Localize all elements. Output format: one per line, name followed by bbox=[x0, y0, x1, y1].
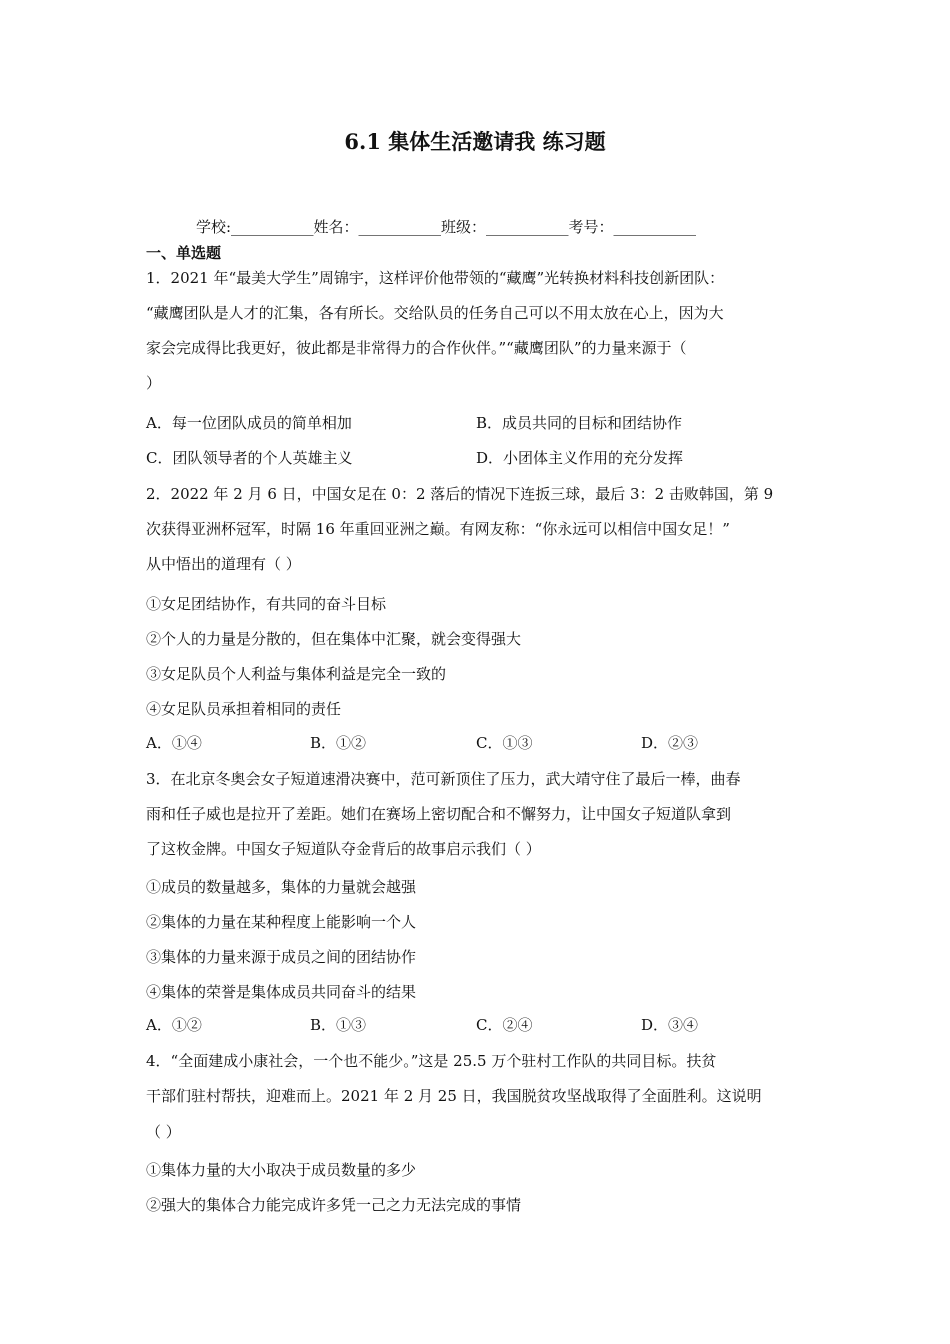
question-4-statement: ①集体力量的大小取决于成员数量的多少 bbox=[146, 1161, 417, 1179]
question-3-option-b: B．①③ bbox=[310, 1016, 367, 1034]
question-3-option-d: D．③④ bbox=[641, 1016, 699, 1034]
question-3-option-a: A．①② bbox=[146, 1016, 202, 1034]
question-2-statement: ④女足队员承担着相同的责任 bbox=[146, 700, 342, 718]
question-4-statement: ②强大的集体合力能完成许多凭一己之力无法完成的事情 bbox=[146, 1196, 522, 1214]
question-3-option-c: C．②④ bbox=[476, 1016, 533, 1034]
question-2-option-b: B．①② bbox=[310, 734, 367, 752]
question-3-line: 3．在北京冬奥会女子短道速滑决赛中，范可新顶住了压力，武大靖守住了最后一棒，曲春 bbox=[146, 770, 741, 788]
question-4-line: 干部们驻村帮扶，迎难而上。2021 年 2 月 25 日，我国脱贫攻坚战取得了全面胜利。这说明 bbox=[146, 1087, 762, 1105]
question-2-statement: ①女足团结协作，有共同的奋斗目标 bbox=[146, 595, 387, 613]
question-3-statement: ③集体的力量来源于成员之间的团结协作 bbox=[146, 948, 417, 966]
section-heading: 一、单选题 bbox=[146, 244, 222, 262]
question-3-statement: ②集体的力量在某种程度上能影响一个人 bbox=[146, 913, 417, 931]
question-2-option-a: A．①④ bbox=[146, 734, 202, 752]
question-3-line: 雨和任子威也是拉开了差距。她们在赛场上密切配合和不懈努力，让中国女子短道队拿到 bbox=[146, 805, 732, 823]
question-2-line: 2．2022 年 2 月 6 日，中国女足在 0：2 落后的情况下连扳三球，最后 3：2 击败韩国，第 9 bbox=[146, 485, 774, 503]
question-2-statement: ③女足队员个人利益与集体利益是完全一致的 bbox=[146, 665, 447, 683]
question-2-option-c: C．①③ bbox=[476, 734, 533, 752]
question-4-line: 4．“全面建成小康社会，一个也不能少。”这是 25.5 万个驻村工作队的共同目标。扶贫 bbox=[146, 1052, 717, 1070]
question-1-option-a: A．每一位团队成员的简单相加 bbox=[146, 414, 352, 432]
question-2-line: 次获得亚洲杯冠军，时隔 16 年重回亚洲之巅。有网友称：“你永远可以相信中国女足！” bbox=[146, 520, 730, 538]
question-1-option-b: B．成员共同的目标和团结协作 bbox=[476, 414, 683, 432]
question-1-option-d: D．小团体主义作用的充分发挥 bbox=[476, 449, 684, 467]
student-info-line: 学校:___________姓名：___________班级：___________考号：___________ bbox=[196, 218, 697, 236]
question-4-line: （ ） bbox=[146, 1123, 181, 1141]
question-1-line: “藏鹰团队是人才的汇集，各有所长。交给队员的任务自己可以不用太放在心上，因为大 bbox=[146, 304, 724, 322]
question-1-line: 家会完成得比我更好，彼此都是非常得力的合作伙伴。”“藏鹰团队”的力量来源于（ bbox=[146, 339, 687, 357]
question-3-statement: ④集体的荣誉是集体成员共同奋斗的结果 bbox=[146, 983, 417, 1001]
question-2-option-d: D．②③ bbox=[641, 734, 699, 752]
question-2-statement: ②个人的力量是分散的，但在集体中汇聚，就会变得强大 bbox=[146, 630, 522, 648]
question-1-option-c: C．团队领导者的个人英雄主义 bbox=[146, 449, 353, 467]
question-1-line: 1．2021 年“最美大学生”周锦宇，这样评价他带领的“藏鹰”光转换材料科技创新团队： bbox=[146, 269, 725, 287]
question-2-line: 从中悟出的道理有（ ） bbox=[146, 555, 301, 573]
question-1-line: ） bbox=[146, 374, 162, 392]
question-3-line: 了这枚金牌。中国女子短道队夺金背后的故事启示我们（ ） bbox=[146, 840, 541, 858]
question-3-statement: ①成员的数量越多，集体的力量就会越强 bbox=[146, 878, 417, 896]
page-title: 6.1 集体生活邀请我 练习题 bbox=[344, 129, 606, 154]
